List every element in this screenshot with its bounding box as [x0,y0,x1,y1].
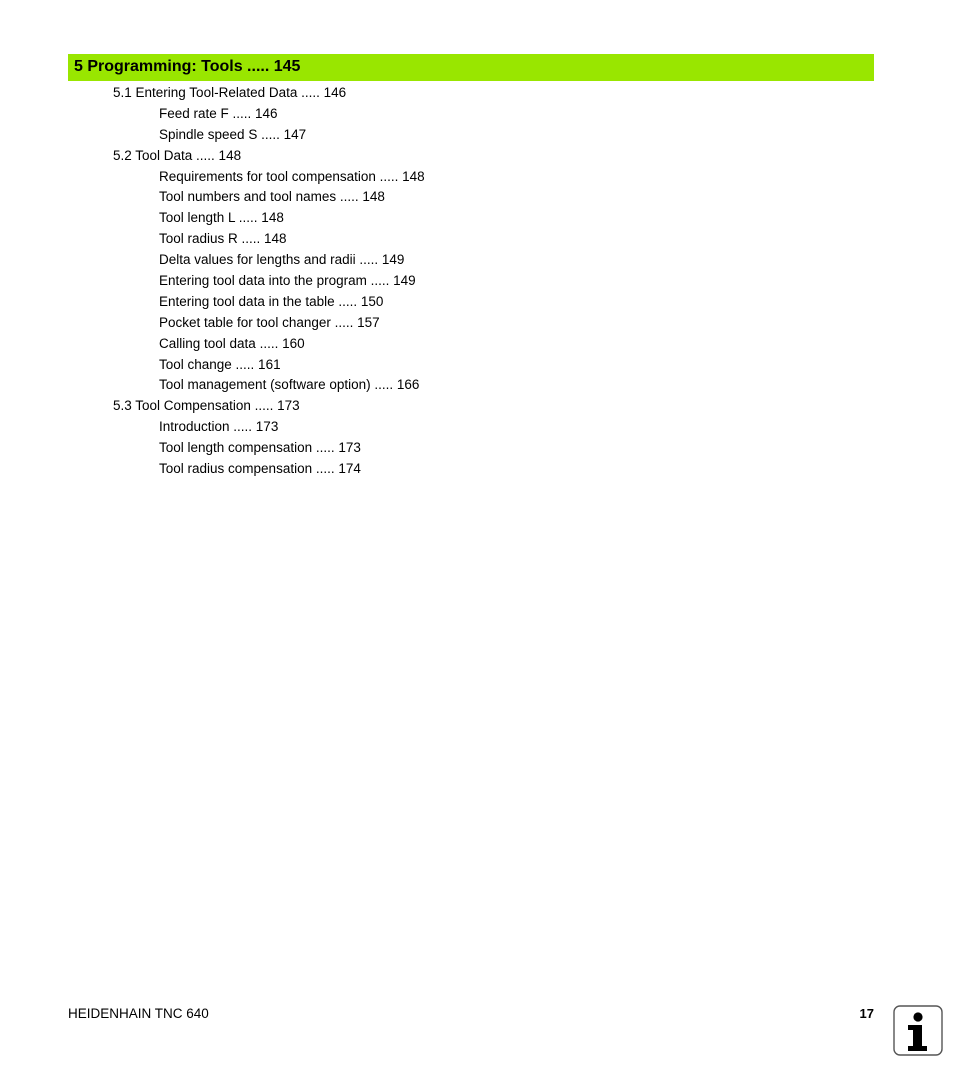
toc-subsection-entry[interactable]: Tool numbers and tool names ..... 148 [159,189,385,205]
toc-subsection-entry[interactable]: Tool length L ..... 148 [159,210,284,226]
toc-subsection-entry[interactable]: Introduction ..... 173 [159,419,279,435]
chapter-header-bar [68,54,874,81]
toc-subsection-entry[interactable]: Tool change ..... 161 [159,356,281,372]
toc-subsection-entry[interactable]: Calling tool data ..... 160 [159,335,305,351]
page-number: 17 [859,1006,874,1021]
toc-subsection-entry[interactable]: Tool radius R ..... 148 [159,231,287,247]
toc-subsection-entry[interactable]: Tool management (software option) ..... 166 [159,377,420,393]
toc-subsection-entry[interactable]: Tool length compensation ..... 173 [159,440,361,456]
toc-subsection-entry[interactable]: Entering tool data in the table ..... 150 [159,293,384,309]
toc-section-entry[interactable]: 5.2 Tool Data ..... 148 [113,147,242,163]
toc-subsection-entry[interactable]: Requirements for tool compensation ..... 148 [159,168,425,184]
toc-section-entry[interactable]: 5.3 Tool Compensation ..... 173 [113,398,300,414]
toc-section-entry[interactable]: 5.1 Entering Tool-Related Data ..... 146 [113,85,347,100]
toc-subsection-entry[interactable]: Pocket table for tool changer ..... 157 [159,314,380,330]
chapter-title[interactable]: 5 Programming: Tools ..... 145 [74,58,301,75]
toc-subsection-entry[interactable]: Spindle speed S ..... 147 [159,126,307,142]
table-of-contents [0,84,425,481]
toc-subsection-entry[interactable]: Delta values for lengths and radii ..... 149 [159,252,405,268]
toc-subsection-entry[interactable]: Feed rate F ..... 146 [159,105,278,121]
toc-subsection-entry[interactable]: Entering tool data into the program ..... 149 [159,273,416,289]
footer-product-name: HEIDENHAIN TNC 640 [68,1006,209,1021]
toc-subsection-entry[interactable]: Tool radius compensation ..... 174 [159,461,361,477]
info-icon [893,1005,943,1056]
